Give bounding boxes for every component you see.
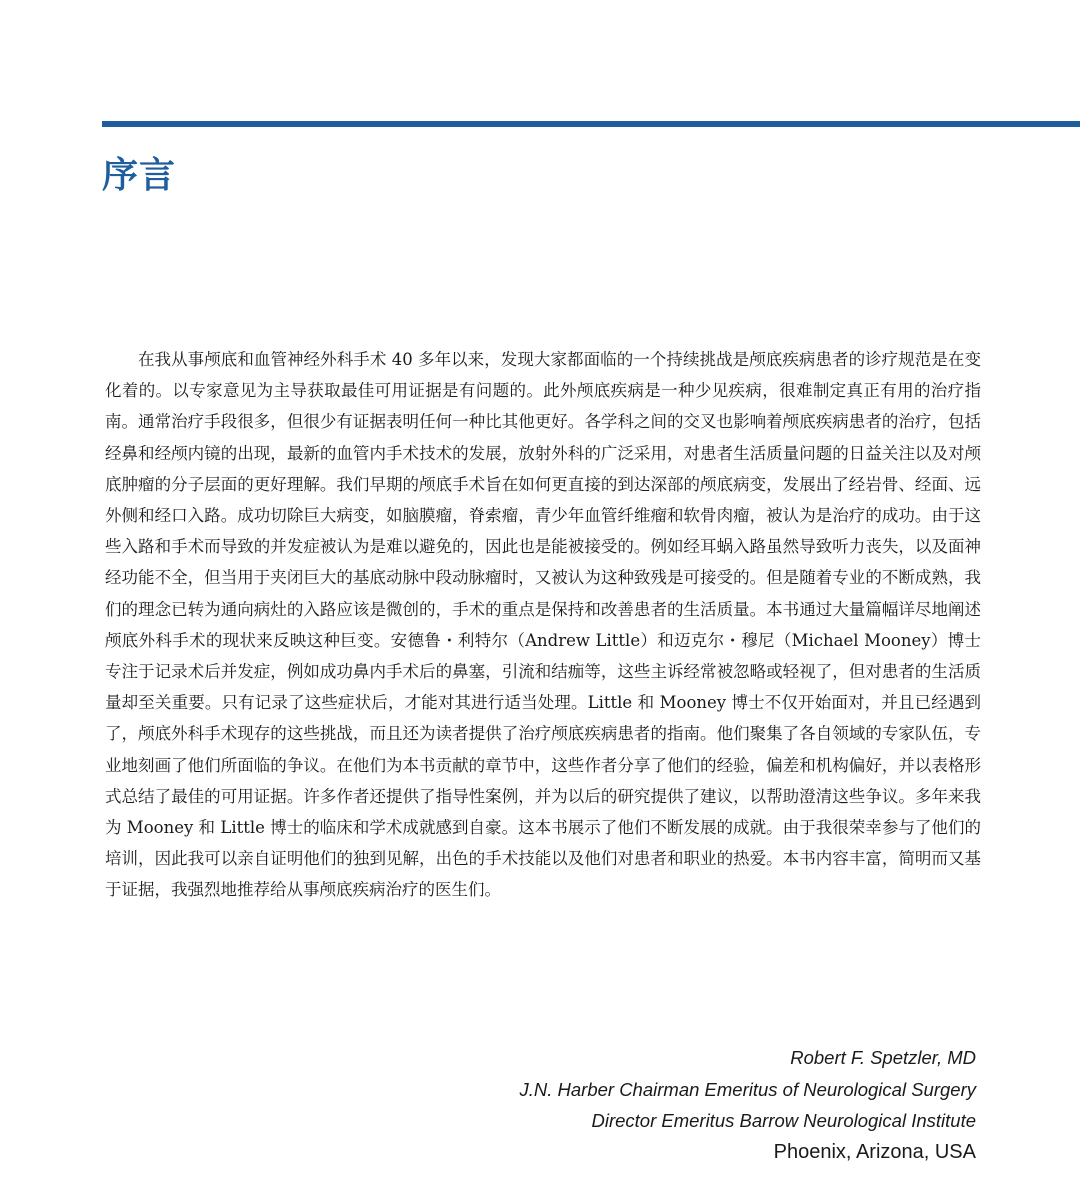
- signature-title: J.N. Harber Chairman Emeritus of Neurological Surgery: [519, 1078, 976, 1100]
- signature-location: Phoenix, Arizona, USA: [773, 1140, 976, 1163]
- header-rule: [102, 121, 1080, 127]
- page-title: 序言: [102, 155, 177, 196]
- signature-block: [519, 1042, 976, 1168]
- signature-name: Robert F. Spetzler, MD: [790, 1047, 976, 1068]
- signature-institution: Director Emeritus Barrow Neurological Institute: [591, 1110, 976, 1131]
- preface-body: 在我从事颅底和血管神经外科手术 40 多年以来，发现大家都面临的一个持续挑战是颅底疾病患者的诊疗规范是在变化着的。以专家意见为主导获取最佳可用证据是有问题的。此外颅底疾病是一种少见疾病，很难制定真正有用的治疗指南。通常治疗手段很多，但很少有证据表明任何一种比其他更好。各学科之间的交叉也影响着颅底疾病患者的治疗，包括经鼻和经颅内镜的出现，最新的血管内手术技术的发展，放射外科的广泛采用，对患者生活质量问题的日益关注以及对颅底肿瘤的分子层面的更好理解。我们早期的颅底手术旨在如何更直接的到达深部的颅底病变，发展出了经岩骨、经面、远外侧和经口入路。成功切除巨大病变，如脑膜瘤，脊索瘤，青少年血管纤维瘤和软骨肉瘤，被认为是治疗的成功。由于这些入路和手术而导致的并发症被认为是难以避免的，因此也是能被接受的。例如经耳蜗入路虽然导致听力丧失，以及面神经功能不全，但当用于夹闭巨大的基底动脉中段动脉瘤时，又被认为这种致残是可接受的。但是随着专业的不断成熟，我们的理念已转为通向病灶的入路应该是微创的，手术的重点是保持和改善患者的生活质量。本书通过大量篇幅详尽地阐述颅底外科手术的现状来反映这种巨变。安德鲁・利特尔（Andrew Little）和迈克尔・穆尼（Michael Mooney）博士专注于记录术后并发症，例如成功鼻内手术后的鼻塞，引流和结痂等，这些主诉经常被忽略或轻视了，但对患者的生活质量却至关重要。只有记录了这些症状后，才能对其进行适当处理。Little 和 Mooney 博士不仅开始面对，并且已经遇到了，颅底外科手术现存的这些挑战，而且还为读者提供了治疗颅底疾病患者的指南。他们聚集了各自领域的专家队伍，专业地刻画了他们所面临的争议。在他们为本书贡献的章节中，这些作者分享了他们的经验，偏差和机构偏好，并以表格形式总结了最佳的可用证据。许多作者还提供了指导性案例，并为以后的研究提供了建议，以帮助澄清这些争议。多年来我为 Mooney 和 Little 博士的临床和学术成就感到自豪。这本书展示了他们不断发展的成就。由于我很荣幸参与了他们的培训，因此我可以亲自证明他们的独到见解，出色的手术技能以及他们对患者和职业的热爱。本书内容丰富，简明而又基于证据，我强烈地推荐给从事颅底疾病治疗的医生们。: [105, 350, 981, 900]
